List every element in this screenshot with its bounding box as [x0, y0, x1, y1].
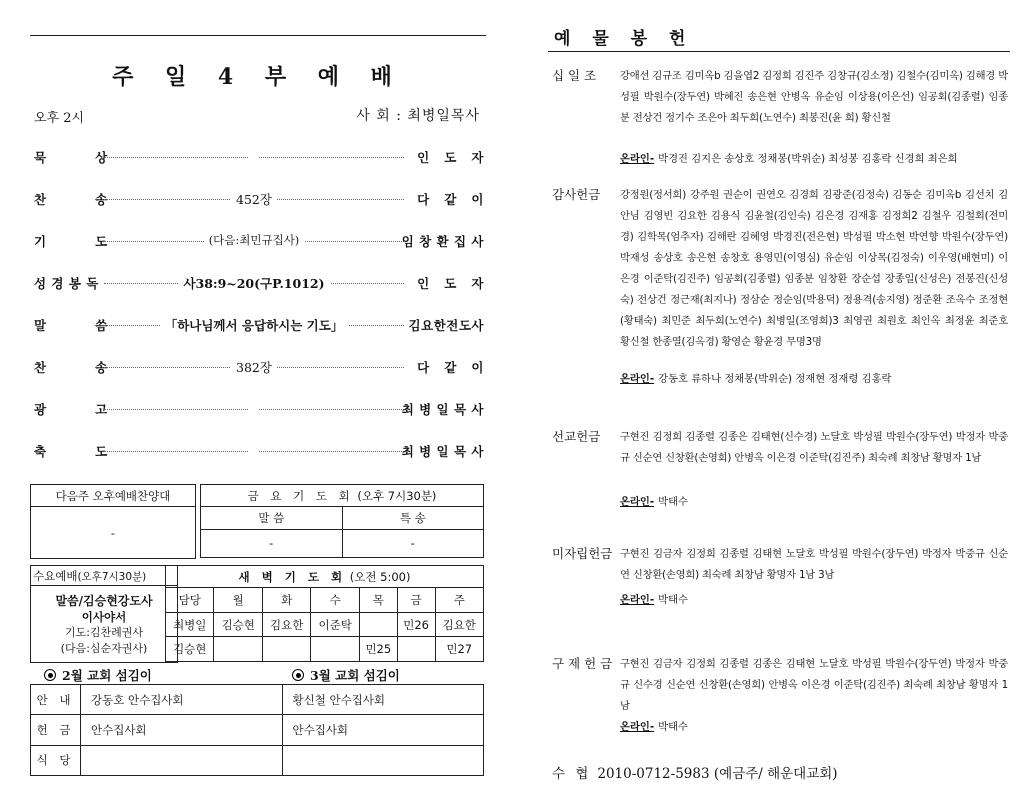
order-content: 452장 [231, 192, 277, 207]
donor-names: 구현진 김금자 김정희 김종렬 김태현 노달호 박성필 박원수(장두연) 박정자 박중규 신순연 신창환(손영희) 최숙례 최창남 황명자 1남 3남 [620, 548, 1008, 581]
dawn-col: 화 [262, 588, 310, 613]
order-content: 사38:9~20(구P.1012) [178, 276, 329, 291]
next-choir-value: - [31, 507, 196, 559]
dawn-cell: 김요한 [435, 612, 484, 637]
online-label: 온라인- [620, 496, 655, 508]
dawn-prayer-time: (오전 5:00) [349, 569, 411, 584]
friday-col-sermon: 말 씀 [201, 507, 343, 529]
order-label: 찬 송 [34, 192, 108, 207]
service-time: 오후 2시 [34, 111, 85, 126]
radio-selected-icon [44, 669, 56, 681]
order-person: 임 창 환 집 사 [401, 234, 484, 249]
march-servant: 황신철 안수집사회 [282, 685, 484, 715]
dawn-col: 월 [214, 588, 262, 613]
friday-song-value: - [342, 529, 484, 557]
dawn-col: 금 [397, 588, 435, 613]
dawn-cell [311, 637, 359, 662]
online-names: 강동호 류하나 정채봉(박위순) 정재현 정재령 김홍락 [658, 373, 892, 385]
ministry-label: 식 당 [31, 745, 81, 775]
top-divider [30, 35, 486, 36]
section-label: 선교헌금 [552, 429, 601, 444]
friday-col-special-song: 특 송 [342, 507, 484, 529]
dawn-cell: 김요한 [262, 612, 310, 637]
wednesday-time: (오후7시30분) [77, 570, 147, 583]
online-label: 온라인- [620, 594, 655, 606]
order-label: 축 도 [34, 444, 108, 459]
march-servants-heading [292, 666, 400, 684]
order-row [34, 400, 484, 420]
sermon-title: 「하나님께서 응답하시는 기도」 [160, 318, 349, 333]
online-names: 박경진 김지은 송상호 정채봉(박위순) 최성봉 김홍락 신경희 최은희 [658, 153, 958, 165]
february-servant: 강동호 안수집사회 [81, 685, 283, 715]
wednesday-service-table [30, 565, 178, 663]
offerings-divider [548, 51, 1010, 52]
dawn-col: 수 [311, 588, 359, 613]
order-label: 성 경 봉 독 [34, 276, 99, 291]
order-row [34, 442, 484, 462]
order-label: 말 씀 [34, 318, 108, 333]
section-label: 감사헌금 [552, 187, 601, 202]
section-label: 미자립헌금 [552, 546, 613, 561]
dawn-cell [262, 637, 310, 662]
february-heading-text: 2월 교회 섬김이 [62, 668, 152, 683]
online-donors [620, 493, 1008, 508]
order-content [249, 400, 259, 415]
march-heading-text: 3월 교회 섬김이 [310, 668, 400, 683]
wednesday-sermon: 말씀/김승현강도사 [55, 594, 153, 608]
wednesday-next-prayer: (다음:심순자권사) [60, 642, 148, 655]
online-label: 온라인- [620, 373, 655, 385]
february-servant: 안수집사회 [81, 715, 283, 745]
wednesday-book: 이사야서 [81, 610, 127, 624]
donor-names: 강애선 김규조 김미옥b 김을엽2 김정희 김진주 김창규(김소정) 김철수(김미옥) 김해경 박성필 박원수(장두연) 박혜진 송은현 안병옥 유순임 이상용(이은선) 임공회(김종렬) 임종분 전상건 정기수 조은아 최두희(노연수) 최봉진(윤 희) 황신철 [620, 70, 1008, 124]
friday-prayer-header [201, 485, 484, 507]
ministry-headings [34, 666, 484, 684]
online-donors [620, 370, 1008, 385]
dawn-cell: 최병일 [166, 612, 214, 637]
next-choir-table [30, 484, 196, 559]
offerings-title: 예 물 봉 헌 [554, 29, 694, 49]
order-person: 인 도 자 [417, 150, 484, 165]
order-row [34, 190, 484, 210]
order-person: 최 병 일 목 사 [401, 444, 484, 459]
dawn-col: 담당 [166, 588, 214, 613]
order-label: 묵 상 [34, 150, 108, 165]
online-donors [620, 150, 1008, 165]
order-content [249, 148, 259, 163]
dawn-cell: 민27 [435, 637, 484, 662]
dawn-prayer-header [166, 566, 484, 588]
dawn-col: 주 [435, 588, 484, 613]
church-servants-table [30, 684, 484, 776]
friday-sermon-value: - [201, 529, 343, 557]
friday-prayer-table [200, 484, 484, 558]
order-person: 인 도 자 [417, 276, 484, 291]
order-label: 광 고 [34, 402, 108, 417]
order-label: 찬 송 [34, 360, 108, 375]
dawn-cell: 김승현 [166, 637, 214, 662]
donor-names: 구현진 김금자 김정희 김종렬 김종은 김태현 노달호 박성필 박원수(장두연) 박정자 박중규 신수경 신순연 신창환(손영희) 안병옥 이은경 이준탁(김진주) 최숙례 최창남 황명자 1남 [620, 658, 1008, 712]
online-names: 박태수 [658, 721, 688, 733]
bank-name: 수 협 [552, 766, 592, 782]
online-label: 온라인- [620, 721, 655, 733]
order-person: 김요한전도사 [408, 318, 484, 333]
online-donors [620, 718, 1008, 733]
order-person: 다 같 이 [417, 192, 484, 207]
donor-names: 구현진 김정희 김종렬 김종은 김태현(신수경) 노달호 박성필 박원수(장두연) 박정자 박중규 신순연 신창환(손영희) 안병옥 이은경 이준탁(김진주) 최숙례 최창남 황명자 1남 [620, 431, 1008, 464]
order-row [34, 148, 484, 168]
dawn-cell: 민26 [397, 612, 435, 637]
section-label: 구 제 헌 금 [552, 656, 613, 671]
dawn-prayer-title: 새 벽 기 도 회 [238, 569, 347, 584]
dawn-col: 목 [359, 588, 397, 613]
order-person: 최 병 일 목 사 [401, 402, 484, 417]
dawn-prayer-table [165, 565, 484, 662]
order-row [34, 358, 484, 378]
donor-names: 강정원(정서희) 강주원 권순이 권연오 김경희 김광준(김정숙) 김동순 김미옥b 김선치 김안님 김영빈 김요한 김용식 김윤철(김인숙) 김은경 김재홍 김정희2 김철우 김철회(전미경) 김학목(엄추자) 김해란 김혜영 박경진(전은현) 박성필 박소현 박연향 박원수(장두연) 박재성 송상호 송은현 송창호 용영민(이영심) 유순임 이상목(김정숙) 이우영(배현미) 이은경 이준탁(김진주) 임공회(김종렬) 임종분 임창환 장순섭 장종일(신성은) 전봉진(신성숙) 전상건 정근재(최지나) 정삼순 정순임(박용덕) 정용격(송지영) 정준환 조옥수 조정현(황태숙) 최민준 최두희(노연수) 최병일(조영희)3 최영권 최원호 최인옥 최정윤 최준호 황신철 한종열(김옥경) 황영순 황윤경 무명3명 [620, 189, 1008, 348]
online-names: 박태수 [658, 594, 688, 606]
worship-order-page [30, 0, 486, 806]
dawn-cell: 이준탁 [311, 612, 359, 637]
march-servant: 안수집사회 [282, 715, 484, 745]
bank-account [552, 762, 838, 782]
dawn-cell [359, 612, 397, 637]
february-servants-heading [44, 666, 152, 684]
march-servant [282, 745, 484, 775]
wednesday-header [31, 566, 178, 586]
wednesday-title: 수요예배 [33, 568, 78, 583]
account-number: 2010-0712-5983 (예금주/ 해운대교회) [597, 766, 838, 782]
friday-prayer-time: (오후 7시30분) [357, 488, 437, 503]
february-servant [81, 745, 283, 775]
order-row [34, 316, 484, 336]
page-title: 주 일 4 부 예 배 [112, 64, 404, 90]
dawn-cell: 김승현 [214, 612, 262, 637]
section-label: 십 일 조 [552, 68, 597, 83]
online-names: 박태수 [658, 496, 688, 508]
friday-prayer-title: 금 요 기 도 회 [247, 488, 354, 503]
dawn-cell [214, 637, 262, 662]
dawn-cell [397, 637, 435, 662]
online-donors [620, 591, 1008, 606]
offerings-page [548, 0, 1010, 806]
order-label: 기 도 [34, 234, 108, 249]
next-choir-header: 다음주 오후예배찬양대 [31, 485, 196, 507]
ministry-label: 안 내 [31, 685, 81, 715]
online-label: 온라인- [620, 153, 655, 165]
wednesday-prayer: 기도:김찬례권사 [64, 626, 144, 639]
order-row [34, 274, 484, 294]
order-content: (다음:최민규집사) [204, 233, 305, 247]
service-leader: 사 회 : 최병일목사 [356, 108, 480, 124]
order-content: 382장 [231, 360, 277, 375]
radio-selected-icon [292, 669, 304, 681]
order-row [34, 232, 484, 252]
order-content [249, 442, 259, 457]
order-person: 다 같 이 [417, 360, 484, 375]
dawn-cell: 민25 [359, 637, 397, 662]
wednesday-info [31, 586, 178, 663]
ministry-label: 헌 금 [31, 715, 81, 745]
